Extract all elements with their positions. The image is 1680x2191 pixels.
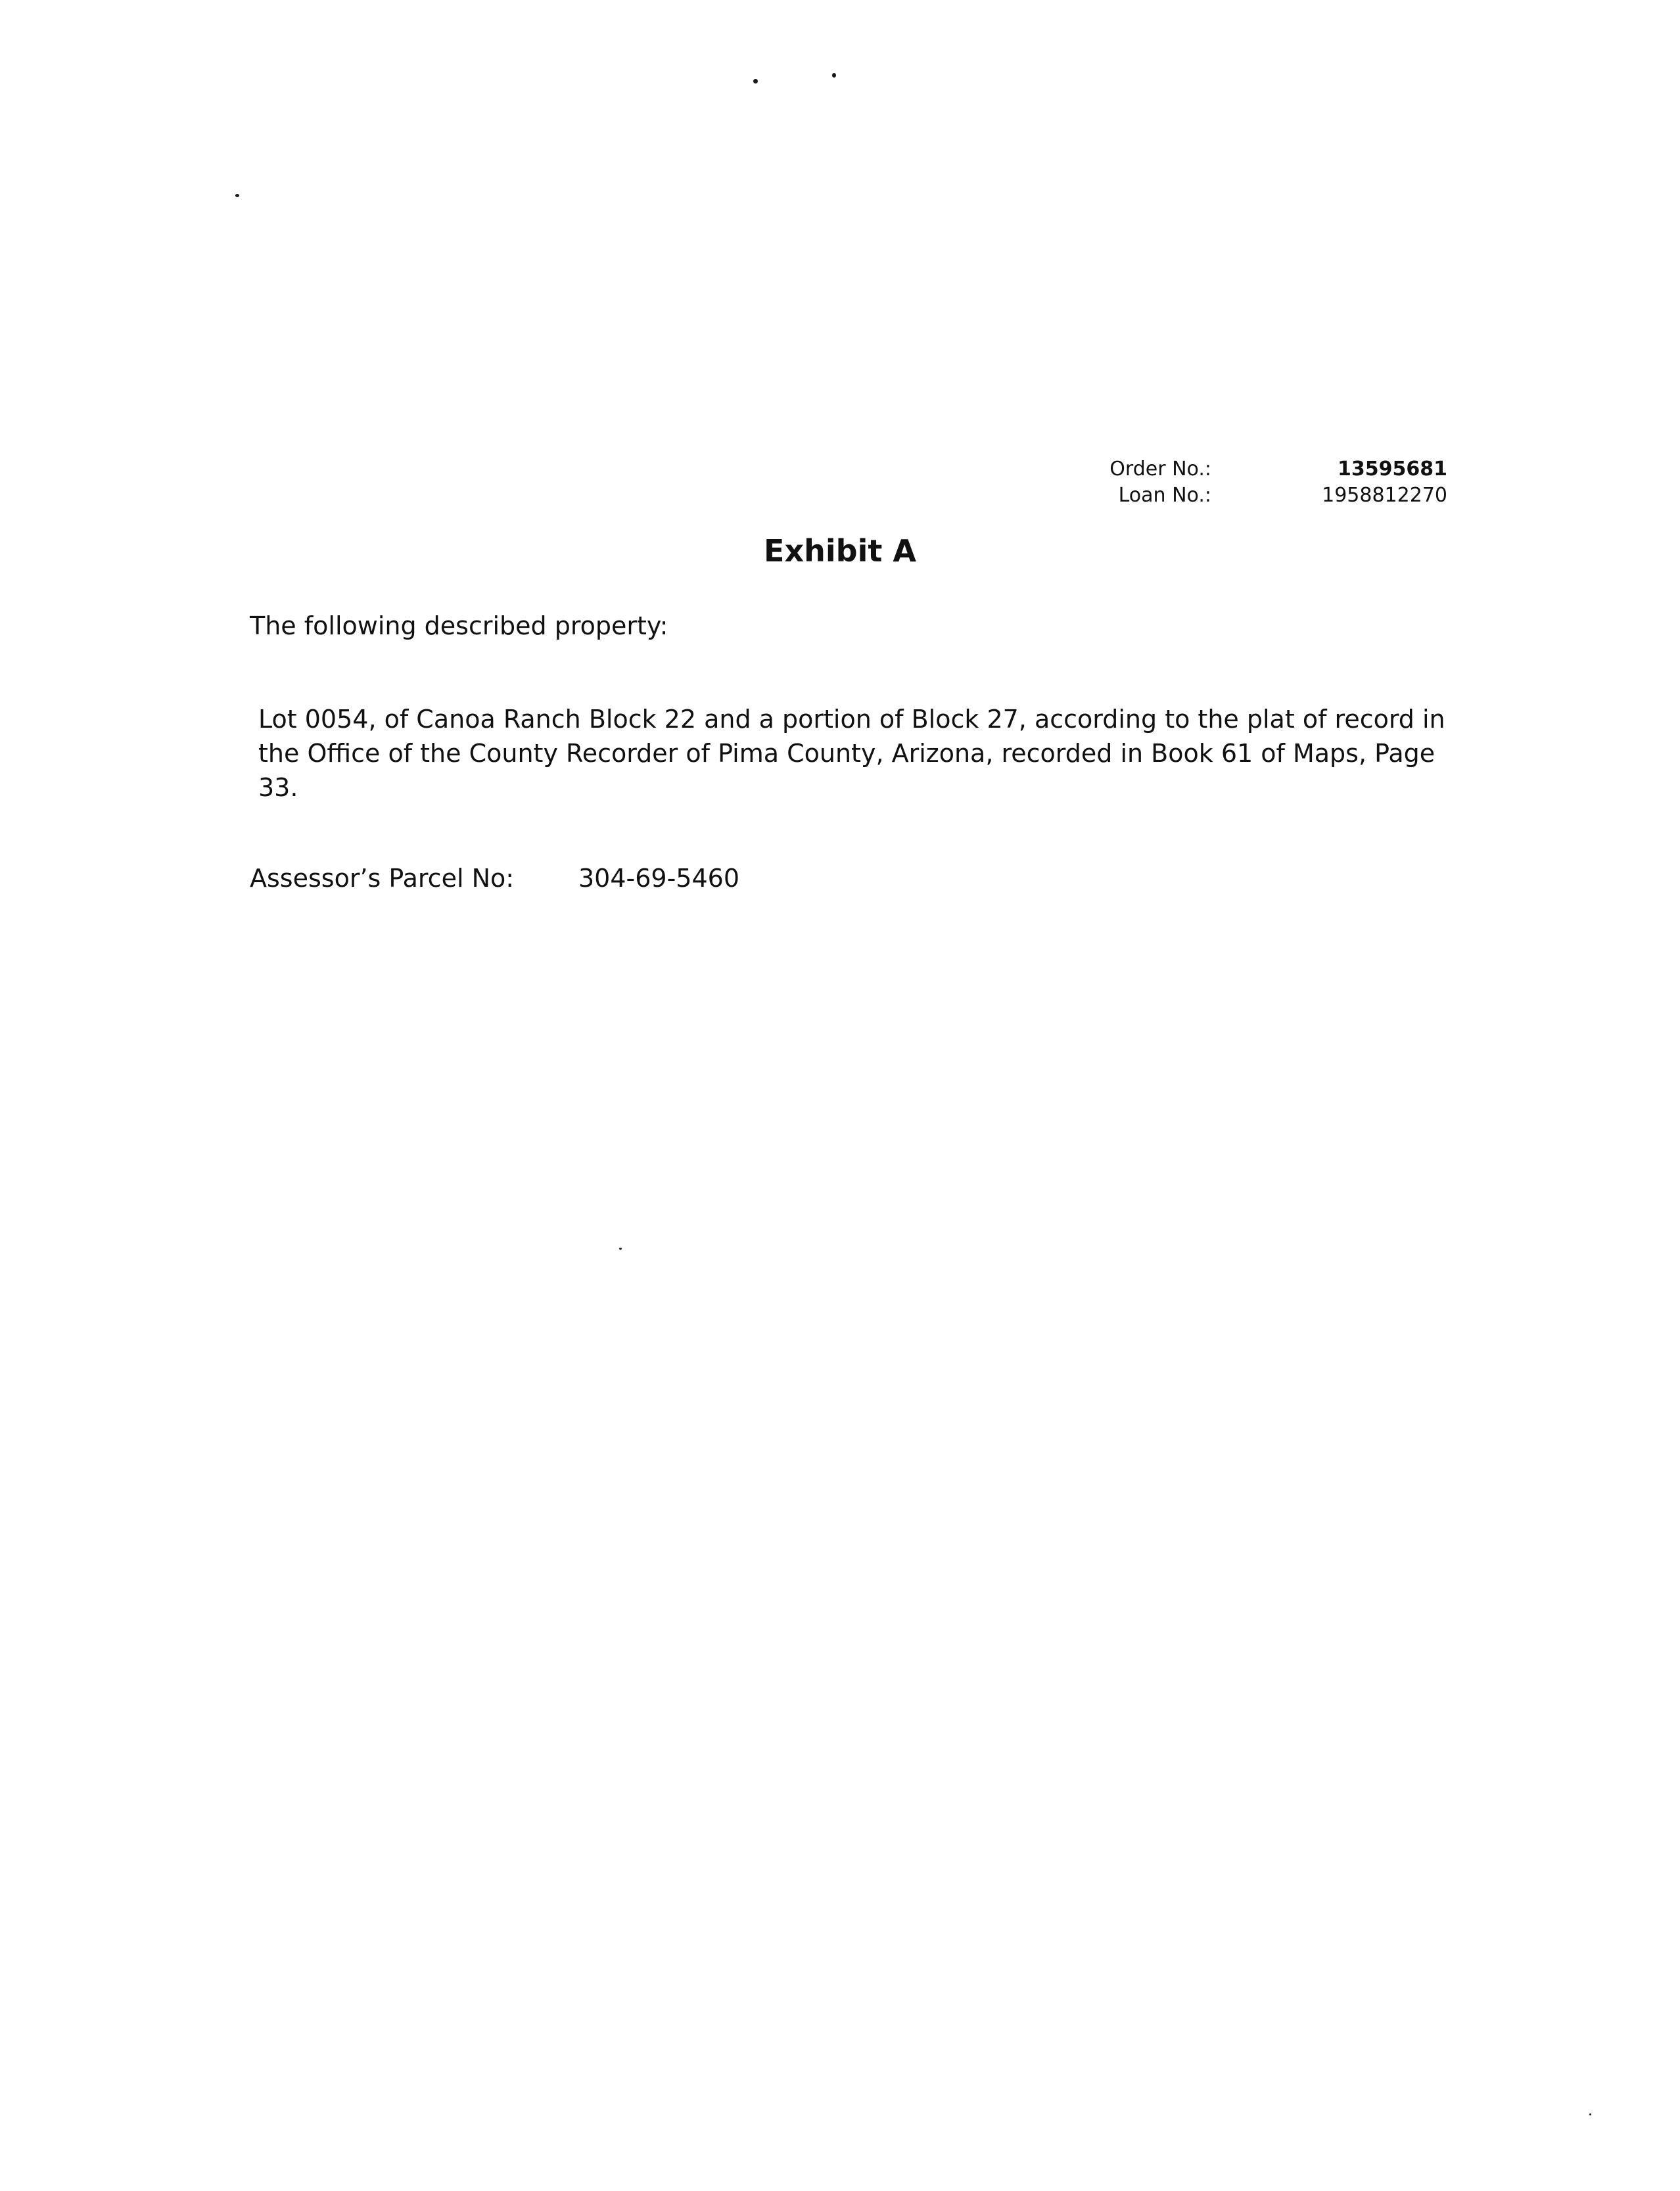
order-number-value: 13595681: [1338, 458, 1447, 481]
loan-number-value: 1958812270: [1322, 484, 1447, 507]
loan-number-label: Loan No.:: [1118, 484, 1211, 507]
intro-text: The following described property:: [250, 611, 668, 640]
exhibit-title: Exhibit A: [764, 533, 916, 569]
parcel-number-label: Assessor’s Parcel No:: [250, 864, 515, 893]
scan-speck: [832, 73, 836, 78]
scan-speck: [1589, 2113, 1591, 2115]
scan-speck: [753, 79, 758, 83]
scan-speck: [235, 194, 239, 197]
parcel-number-value: 304-69-5460: [578, 864, 740, 893]
order-number-label: Order No.:: [1109, 458, 1211, 481]
scan-speck: [619, 1248, 622, 1250]
legal-description: Lot 0054, of Canoa Ranch Block 22 and a portion of Block 27, according to the plat of record in the Office of the County Recorder of Pima County, Arizona, recorded in Book 61 of Maps, Page 33.: [258, 705, 1445, 802]
